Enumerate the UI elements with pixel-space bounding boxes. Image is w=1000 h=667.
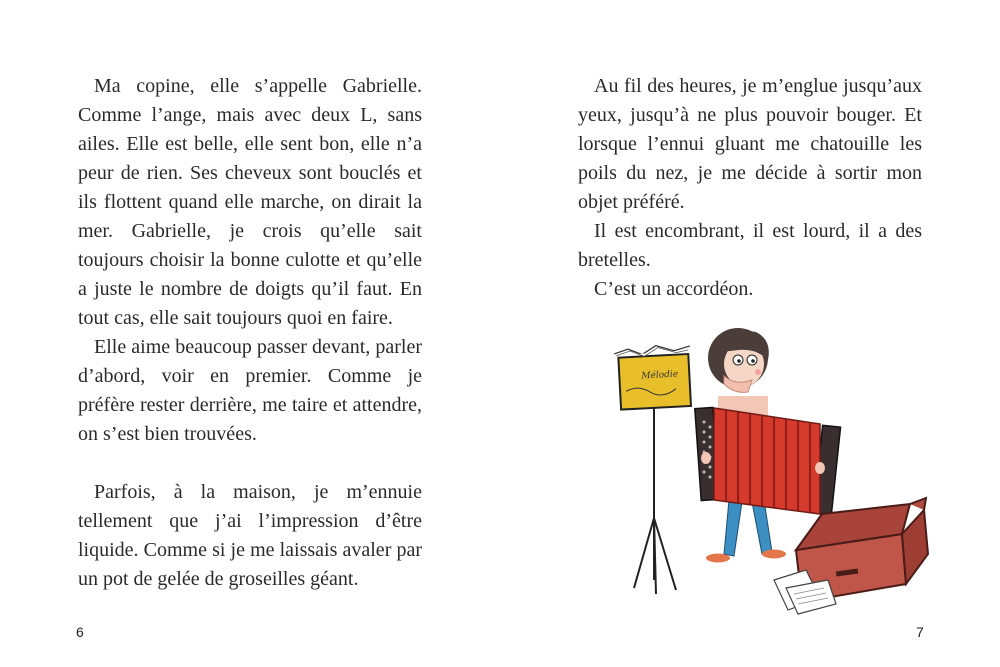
paragraph: Parfois, à la maison, je m’ennuie tellement que j’ai l’impression d’être liquide. Comme si je me laissais avaler par un pot de gelée de groseilles géant. [78, 481, 422, 590]
music-stand [634, 408, 676, 594]
paragraph: Au fil des heures, je m’englue jusqu’aux yeux, jusqu’à ne plus pouvoir bouger. Et lorsque l’ennui gluant me chatouille les poils du nez, je me décide à sortir mon objet préféré. [578, 75, 922, 213]
sheet-music [614, 344, 693, 410]
accordion-girl-illustration [606, 318, 942, 618]
paragraph: Il est encombrant, il est lourd, il a des bretelles. [578, 220, 922, 271]
accordion [695, 407, 841, 514]
paragraph: C’est un accordéon. [594, 278, 754, 300]
right-page [500, 0, 1000, 667]
page-number: 6 [76, 624, 84, 640]
paragraph: Elle aime beaucoup passer devant, parler d’abord, voir en premier. Comme je préfère rester derrière, me taire et attendre, on s’est bien trouvées. [78, 336, 422, 445]
page-number: 7 [916, 624, 924, 640]
paragraph: Ma copine, elle s’appelle Gabrielle. Comme l’ange, mais avec deux L, sans ailes. Elle est belle, elle sent bon, elle n’a peur de rien. Ses cheveux sont bouclés et ils flottent quand elle marche, on dirait la mer. Gabrielle, je crois qu’elle sait toujours choisir la bonne culotte et qu’elle a juste le nombre de doigts qu’il faut. En tout cas, elle sait toujours quoi en faire. [78, 75, 422, 329]
right-page-text [578, 72, 922, 304]
sheet-music-label: Mélodie [641, 369, 679, 382]
left-page-text [78, 72, 422, 594]
